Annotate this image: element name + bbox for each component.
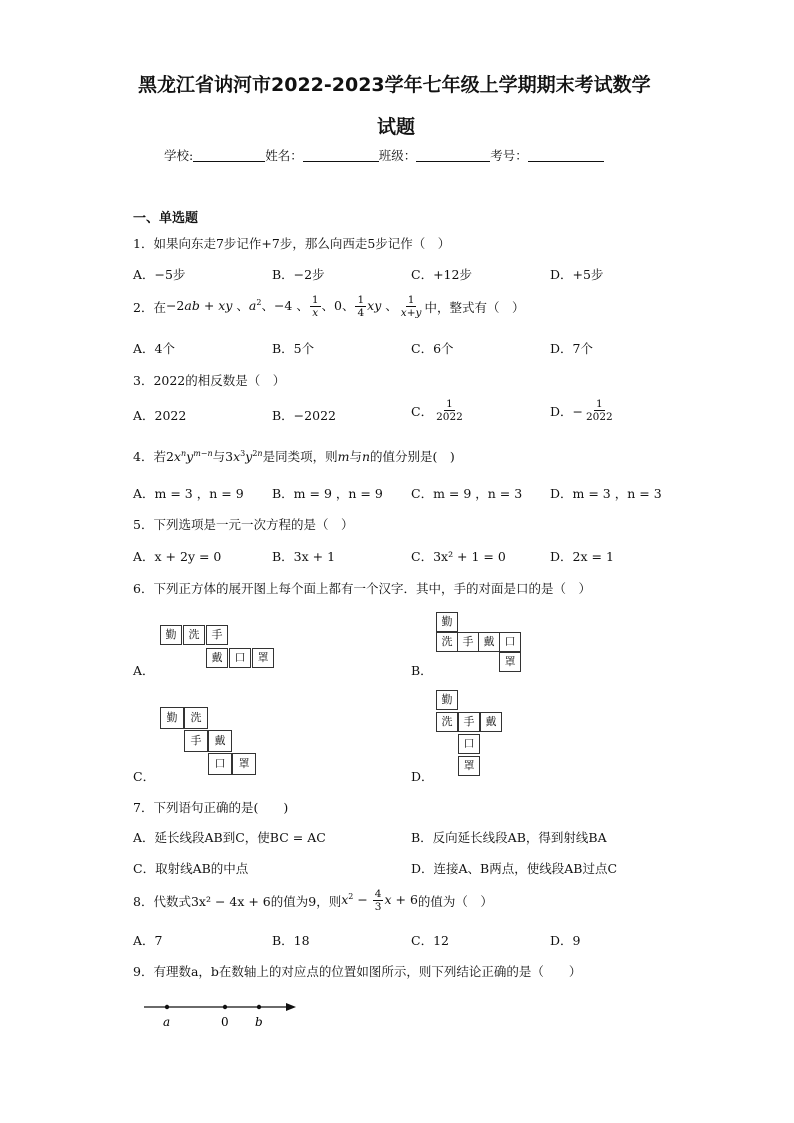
q2-stem <box>133 294 524 319</box>
q3-option-c <box>411 398 466 423</box>
net-a-cell: 洗 <box>183 625 205 645</box>
q6-stem: 6．下列正方体的展开图上每个面上都有一个汉字．其中，手的对面是口的是（ ） <box>133 581 591 596</box>
q6-option-c: C． <box>133 769 156 784</box>
q8-option-b: B．18 <box>272 933 310 948</box>
school-label: 学校: <box>164 148 194 163</box>
class-blank <box>416 149 490 162</box>
number-label: 考号： <box>490 148 528 163</box>
label-a: a <box>163 1015 171 1029</box>
title-line-2: 试题 <box>377 116 416 138</box>
q5-option-d: D．2x = 1 <box>550 549 614 564</box>
q4-c: 是同类项，则 <box>262 449 338 464</box>
net-c-cell: 手 <box>184 730 208 752</box>
point-zero <box>223 1005 227 1009</box>
net-c-cell: 勤 <box>160 707 184 729</box>
q3-c-num: 1 <box>446 398 453 410</box>
net-d-cell: 口 <box>458 734 480 754</box>
q8-option-c: C．12 <box>411 933 449 948</box>
net-c-cell: 口 <box>208 753 232 775</box>
net-d-cell: 戴 <box>480 712 502 732</box>
q4-option-b: B．m = 9 ，n = 9 <box>272 486 383 501</box>
q1-option-d: D．+5步 <box>550 267 604 282</box>
q8-option-a: A．7 <box>133 933 163 948</box>
q3-option-a: A．2022 <box>133 408 187 423</box>
label-zero: 0 <box>221 1015 229 1029</box>
point-b <box>257 1005 261 1009</box>
q8-pre: 8．代数式3x² − 4x + 6的值为9，则 <box>133 893 342 909</box>
q3-d-label: D．− <box>550 403 583 419</box>
class-label: 班级： <box>378 148 417 163</box>
q3-stem: 3．2022的相反数是（ ） <box>133 373 286 388</box>
q8-post: 的值为（ ） <box>417 893 493 909</box>
net-a-cell: 罩 <box>252 648 274 668</box>
q6-option-b: B． <box>411 663 433 678</box>
net-b-cell: 勤 <box>436 612 458 632</box>
q4-e: 的值分别是( ) <box>370 449 455 464</box>
q3-c-label: C． <box>411 403 434 419</box>
label-b: b <box>255 1015 263 1029</box>
q1-option-a: A．−5步 <box>133 267 186 282</box>
school-blank <box>193 149 265 162</box>
q1-option-c: C．+12步 <box>411 267 472 282</box>
name-blank <box>303 149 379 162</box>
net-b-cell: 口 <box>499 632 521 652</box>
section-single-choice: 一、单选题 <box>133 211 199 226</box>
number-blank <box>528 149 604 162</box>
q4-stem: 4．若$2x^ny^{m-n}$与$3x^3y^{2n}$是同类项，则m与n的值分别是( ) <box>133 449 455 464</box>
q3-d-den: 2022 <box>586 411 613 423</box>
q3-c-den: 2022 <box>436 411 463 423</box>
q3-d-num: 1 <box>596 398 603 410</box>
net-b-cell: 手 <box>457 632 479 652</box>
q5-stem: 5．下列选项是一元一次方程的是（ ） <box>133 517 354 532</box>
net-d-cell: 洗 <box>436 712 458 732</box>
net-a-cell: 戴 <box>206 648 228 668</box>
q4-option-a: A．m = 3 ，n = 9 <box>133 486 244 501</box>
net-c-cell: 洗 <box>184 707 208 729</box>
net-b-cell: 戴 <box>478 632 500 652</box>
net-c-cell: 罩 <box>232 753 256 775</box>
net-d-cell: 勤 <box>436 690 458 710</box>
q8-option-d: D．9 <box>550 933 581 948</box>
q8-stem <box>133 888 493 913</box>
net-a-cell: 勤 <box>160 625 182 645</box>
q6-option-d: D． <box>411 769 434 784</box>
q5-option-a: A．x + 2y = 0 <box>133 549 222 564</box>
net-b-cell: 洗 <box>436 632 458 652</box>
q6-option-a: A． <box>133 663 155 678</box>
net-d-cell: 手 <box>458 712 480 732</box>
q4-d: 与 <box>349 449 362 464</box>
q2-post: 中，整式有（ ） <box>424 299 525 315</box>
q8-expression: $x^2$ − $\frac{4}{3}$ x + 6 <box>341 888 418 913</box>
q7-option-a: A．延长线段AB到C，使BC = AC <box>133 830 326 845</box>
q2-option-a: A．4个 <box>133 341 175 356</box>
q2-expression: −2ab + xy 、$a^2$、−4 、 $\frac{1}{x}$ 、0、 $\frac{1}{4}$ xy 、 $\frac{1}{x+y}$ <box>165 294 422 319</box>
q2-option-c: C．6个 <box>411 341 454 356</box>
q4-option-c: C．m = 9 ，n = 3 <box>411 486 523 501</box>
q1-option-b: B．−2步 <box>272 267 325 282</box>
net-c-cell: 戴 <box>208 730 232 752</box>
net-d-cell: 罩 <box>458 756 480 776</box>
q4-b: 与 <box>212 449 226 464</box>
q2-option-d: D．7个 <box>550 341 593 356</box>
q7-stem: 7．下列语句正确的是( ) <box>133 800 289 815</box>
number-line-arrow <box>286 1003 296 1011</box>
number-line <box>140 995 310 1035</box>
q2-pre: 2．在 <box>133 299 166 315</box>
q9-stem: 9．有理数a，b在数轴上的对应点的位置如图所示，则下列结论正确的是（ ） <box>133 964 582 979</box>
net-a-cell: 口 <box>229 648 251 668</box>
net-b-cell: 罩 <box>499 652 521 672</box>
q7-option-d: D．连接A、B两点，使线段AB过点C <box>411 861 618 876</box>
q3-option-b: B．−2022 <box>272 408 336 423</box>
q2-option-b: B．5个 <box>272 341 315 356</box>
q4-a: 4．若 <box>133 449 166 464</box>
q4-option-d: D．m = 3 ，n = 3 <box>550 486 662 501</box>
point-a <box>165 1005 169 1009</box>
title-line-1: 黑龙江省讷河市2022-2023学年七年级上学期期末考试数学 <box>138 74 651 96</box>
q5-option-c: C．3x² + 1 = 0 <box>411 549 506 564</box>
student-info <box>164 146 604 164</box>
q7-option-c: C．取射线AB的中点 <box>133 861 249 876</box>
q5-option-b: B．3x + 1 <box>272 549 336 564</box>
q3-option-d <box>550 398 616 423</box>
q7-option-b: B．反向延长线段AB，得到射线BA <box>411 830 607 845</box>
net-a-cell: 手 <box>206 625 228 645</box>
q1-stem: 1．如果向东走7步记作+7步，那么向西走5步记作（ ） <box>133 236 451 251</box>
name-label: 姓名： <box>265 148 303 163</box>
